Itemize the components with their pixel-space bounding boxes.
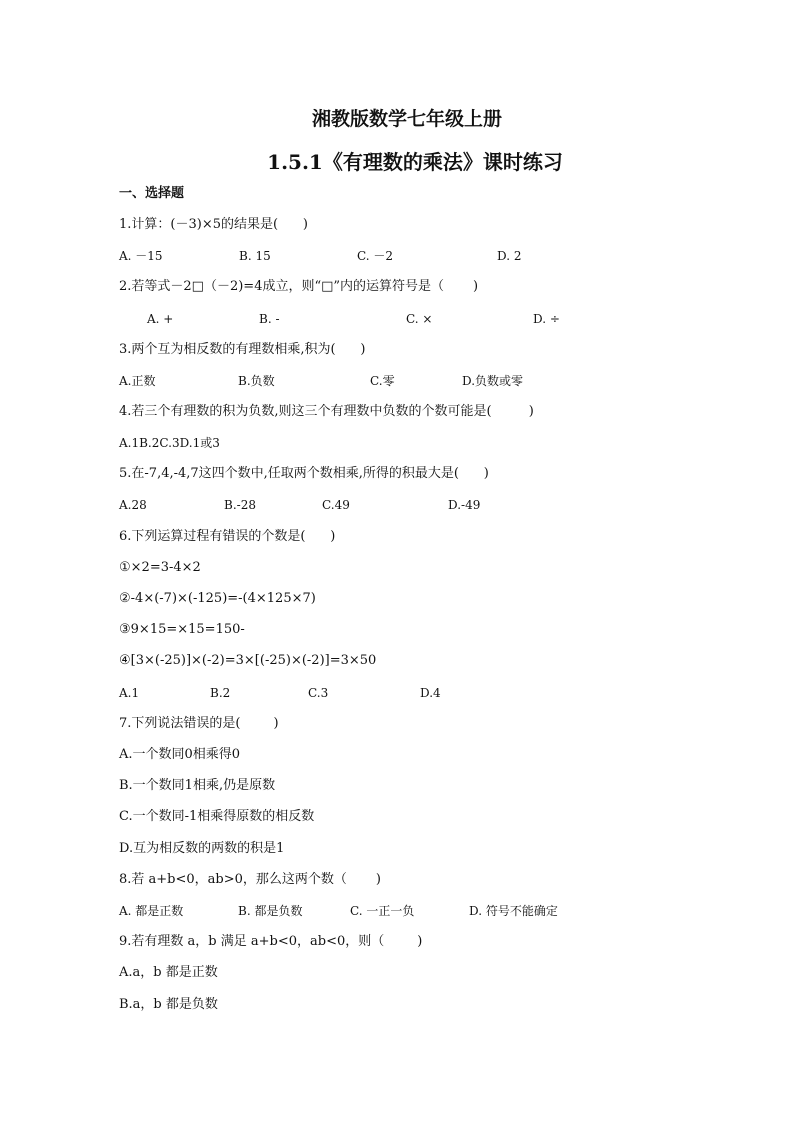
q2-option-a: A. + [147, 312, 174, 326]
document-subtitle: 1.5.1《有理数的乘法》课时练习 [267, 150, 563, 174]
q1-option-d: D. 2 [497, 249, 522, 263]
q5-option-c: C.49 [322, 498, 350, 512]
q6-option-d: D.4 [420, 686, 441, 700]
q6-option-a: A.1 [119, 686, 140, 700]
q2-option-c: C. × [406, 312, 433, 326]
q9-option-a: A.a，b 都是正数 [119, 965, 218, 980]
q8-option-b: B. 都是负数 [238, 904, 303, 918]
q6-option-c: C.3 [308, 686, 329, 700]
q7-option-c: C.一个数同-1相乘得原数的相反数 [119, 809, 315, 824]
q3-option-a: A.正数 [119, 374, 156, 388]
q6-item-3: ③9×15=×15=150- [119, 622, 245, 637]
q4-options: A.1B.2C.3D.1或3 [119, 436, 220, 450]
q8-option-d: D. 符号不能确定 [469, 904, 558, 918]
question-3: 3.两个互为相反数的有理数相乘,积为( ) [119, 342, 366, 357]
q2-option-b: B. - [259, 312, 280, 326]
q9-option-b: B.a，b 都是负数 [119, 997, 218, 1012]
q3-option-b: B.负数 [238, 374, 275, 388]
section-heading: 一、选择题 [119, 186, 185, 201]
q7-option-a: A.一个数同0相乘得0 [119, 747, 241, 762]
q2-option-d: D. ÷ [533, 312, 560, 326]
question-5: 5.在-7,4,-4,7这四个数中,任取两个数相乘,所得的积最大是( ) [119, 466, 489, 481]
q6-option-b: B.2 [210, 686, 231, 700]
q1-option-a: A. －15 [119, 249, 163, 263]
q3-option-c: C.零 [370, 374, 395, 388]
q7-option-d: D.互为相反数的两数的积是1 [119, 841, 285, 856]
q1-option-b: B. 15 [239, 249, 271, 263]
q6-item-4: ④[3×(-25)]×(-2)=3×[(-25)×(-2)]=3×50 [119, 653, 377, 668]
document-title: 湘教版数学七年级上册 [311, 108, 502, 130]
q8-option-a: A. 都是正数 [119, 904, 184, 918]
question-6: 6.下列运算过程有错误的个数是( ) [119, 529, 336, 544]
q7-option-b: B.一个数同1相乘,仍是原数 [119, 778, 276, 793]
q8-option-c: C. 一正一负 [350, 904, 415, 918]
q6-item-2: ②-4×(-7)×(-125)=-(4×125×7) [119, 591, 316, 606]
question-9: 9.若有理数 a，b 满足 a+b<0，ab<0，则（ ) [119, 934, 423, 949]
q1-option-c: C. －2 [357, 249, 394, 263]
question-8: 8.若 a+b<0，ab>0，那么这两个数（ ) [119, 872, 381, 887]
q5-option-d: D.-49 [448, 498, 481, 512]
question-7: 7.下列说法错误的是( ) [119, 716, 279, 731]
q5-option-b: B.-28 [224, 498, 256, 512]
question-2: 2.若等式－2□（－2)=4成立，则“□”内的运算符号是（ ) [119, 279, 479, 294]
q3-option-d: D.负数或零 [462, 374, 524, 388]
q5-option-a: A.28 [119, 498, 147, 512]
question-1: 1.计算：(－3)×5的结果是( ) [119, 217, 308, 232]
q6-item-1: ①×2=3-4×2 [119, 560, 201, 575]
question-4: 4.若三个有理数的积为负数,则这三个有理数中负数的个数可能是( ) [119, 404, 534, 419]
